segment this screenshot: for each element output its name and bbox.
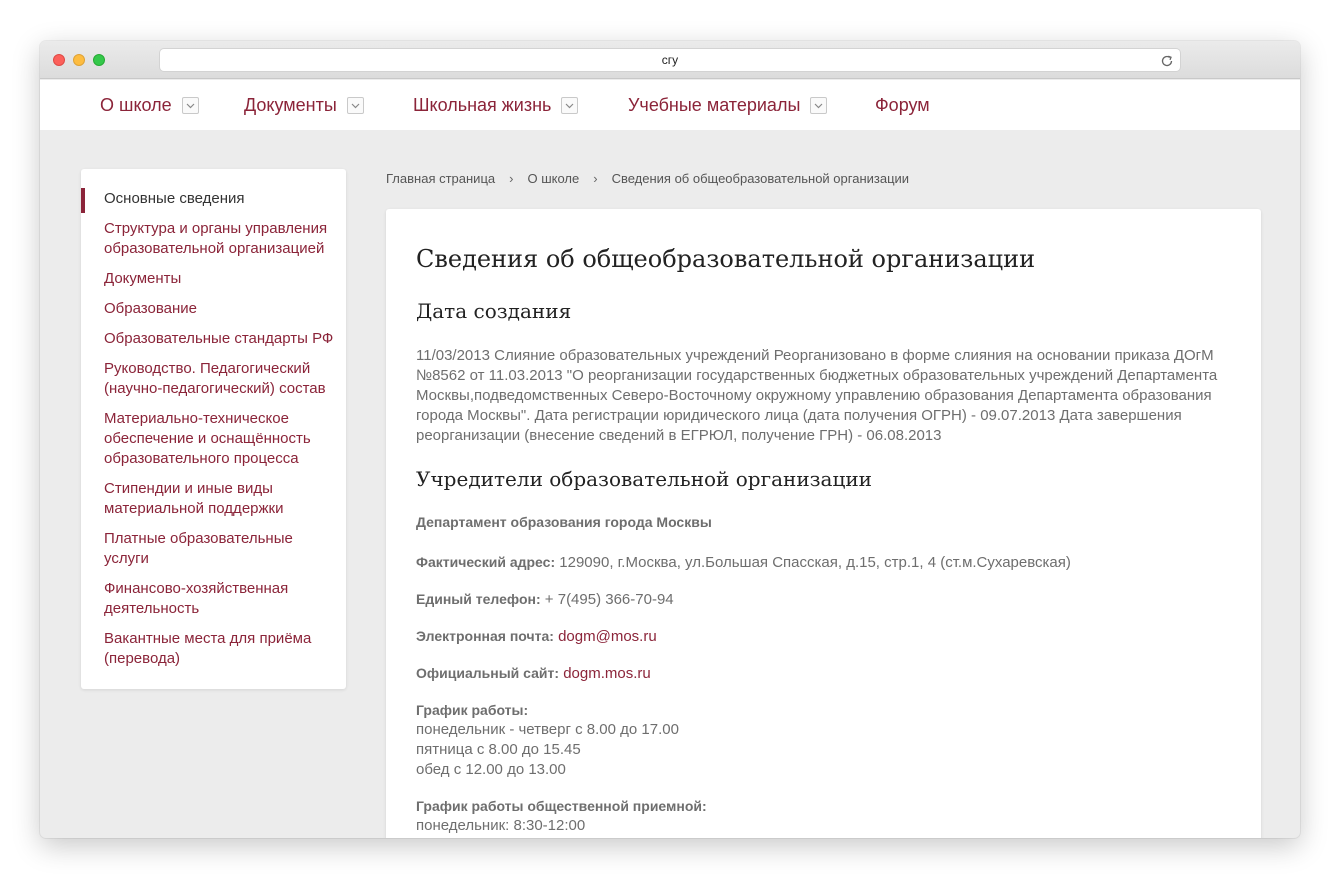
- sidebar-item-vacancies[interactable]: Вакантные места для приёма (перевода): [104, 630, 312, 667]
- work-schedule-label: График работы:: [416, 702, 529, 718]
- nav-item-forum[interactable]: [875, 80, 930, 130]
- sidebar-item-facilities[interactable]: Материально-техническое обеспечение и оснащённость образовательного процесса: [104, 410, 311, 467]
- website-link[interactable]: dogm.mos.ru: [563, 665, 651, 682]
- sidebar-item-structure[interactable]: Структура и органы управления образовательной организацией: [104, 220, 328, 257]
- breadcrumb-about-school[interactable]: О школе: [527, 171, 580, 186]
- schedule-line: пятница с 8.00 до 15.45: [416, 741, 581, 758]
- address-bar[interactable]: [160, 49, 1180, 71]
- zoom-window-button[interactable]: [93, 54, 105, 66]
- nav-item-study-materials[interactable]: [628, 80, 827, 130]
- nav-item-label: Форум: [875, 94, 930, 115]
- page-title: Сведения об общеобразовательной организации: [416, 245, 1036, 273]
- email-label: Электронная почта:: [416, 628, 554, 644]
- reload-icon[interactable]: [1160, 53, 1174, 67]
- chevron-down-icon[interactable]: [561, 97, 578, 114]
- breadcrumb-home[interactable]: Главная страница: [386, 171, 496, 186]
- sidebar-menu: [81, 169, 346, 689]
- nav-item-about-school[interactable]: [100, 80, 199, 130]
- schedule-line: обед с 12.00 до 13.00: [416, 761, 566, 778]
- address-label: Фактический адрес:: [416, 554, 556, 570]
- phone-label: Единый телефон:: [416, 591, 541, 607]
- nav-item-label: Школьная жизнь: [413, 94, 552, 115]
- address-text: сгу: [661, 53, 679, 67]
- email-link[interactable]: dogm@mos.ru: [558, 628, 657, 645]
- breadcrumb: [386, 171, 909, 189]
- sidebar-item-staff[interactable]: Руководство. Педагогический (научно-педагогический) состав: [104, 360, 326, 397]
- address-row: [416, 552, 1231, 573]
- sidebar-item-basic-info[interactable]: Основные сведения: [81, 189, 346, 209]
- reception-schedule: [416, 796, 1231, 836]
- nav-item-label: О школе: [100, 94, 172, 115]
- sidebar-item-scholarships[interactable]: Стипендии и иные виды материальной поддержки: [104, 480, 284, 517]
- phone-row: [416, 589, 1231, 610]
- phone-value: + 7(495) 366-70-94: [544, 591, 674, 608]
- reception-line: понедельник: 8:30-12:00: [416, 817, 586, 834]
- founder-name: Департамент образования города Москвы: [416, 514, 712, 530]
- close-window-button[interactable]: [53, 54, 65, 66]
- email-row: [416, 626, 1231, 647]
- chevron-down-icon[interactable]: [182, 97, 199, 114]
- breadcrumb-separator: ›: [593, 171, 598, 186]
- address-value: 129090, г.Москва, ул.Большая Спасская, д.15, стр.1, 4 (ст.м.Сухаревская): [559, 554, 1071, 571]
- sidebar-item-education[interactable]: Образование: [104, 300, 197, 317]
- nav-item-documents[interactable]: [244, 80, 364, 130]
- sidebar-item-finance[interactable]: Финансово-хозяйственная деятельность: [104, 580, 289, 617]
- sidebar-item-paid-services[interactable]: Платные образовательные услуги: [104, 530, 293, 567]
- schedule-line: понедельник - четверг с 8.00 до 17.00: [416, 721, 679, 738]
- nav-item-school-life[interactable]: [413, 80, 578, 130]
- sidebar-item-standards[interactable]: Образовательные стандарты РФ: [104, 330, 334, 347]
- section-heading-date: Дата создания: [416, 299, 572, 323]
- browser-window: [40, 41, 1300, 838]
- section-heading-founders: Учредители образовательной организации: [416, 467, 873, 491]
- main-content: [386, 209, 1261, 838]
- top-navigation: [40, 80, 1300, 130]
- chevron-down-icon[interactable]: [347, 97, 364, 114]
- minimize-window-button[interactable]: [73, 54, 85, 66]
- website-label: Официальный сайт:: [416, 665, 560, 681]
- reception-schedule-label: График работы общественной приемной:: [416, 798, 707, 814]
- breadcrumb-current: Сведения об общеобразовательной организации: [611, 171, 910, 186]
- nav-item-label: Документы: [244, 94, 337, 115]
- nav-item-label: Учебные материалы: [628, 94, 801, 115]
- creation-date-text: 11/03/2013 Слияние образовательных учреждений Реорганизовано в форме слияния на основании приказа ДОгМ №8562 от 11.03.2013 "О реорганизации государственных бюджетных образовательных учреждений Департамента Москвы,подведомственных Северо-Восточному окружному управлению образования Департамента образования города Москвы". Дата регистрации юридического лица (дата получения ОГРН) - 09.07.2013 Дата завершения реорганизации (внесение сведений в ЕГРЮЛ, получение ГРН) - 06.08.2013: [416, 347, 1218, 444]
- breadcrumb-separator: ›: [509, 171, 514, 186]
- chevron-down-icon[interactable]: [810, 97, 827, 114]
- sidebar-item-documents[interactable]: Документы: [104, 270, 182, 287]
- browser-titlebar: [40, 41, 1300, 79]
- work-schedule: [416, 700, 1231, 780]
- website-row: [416, 663, 1231, 684]
